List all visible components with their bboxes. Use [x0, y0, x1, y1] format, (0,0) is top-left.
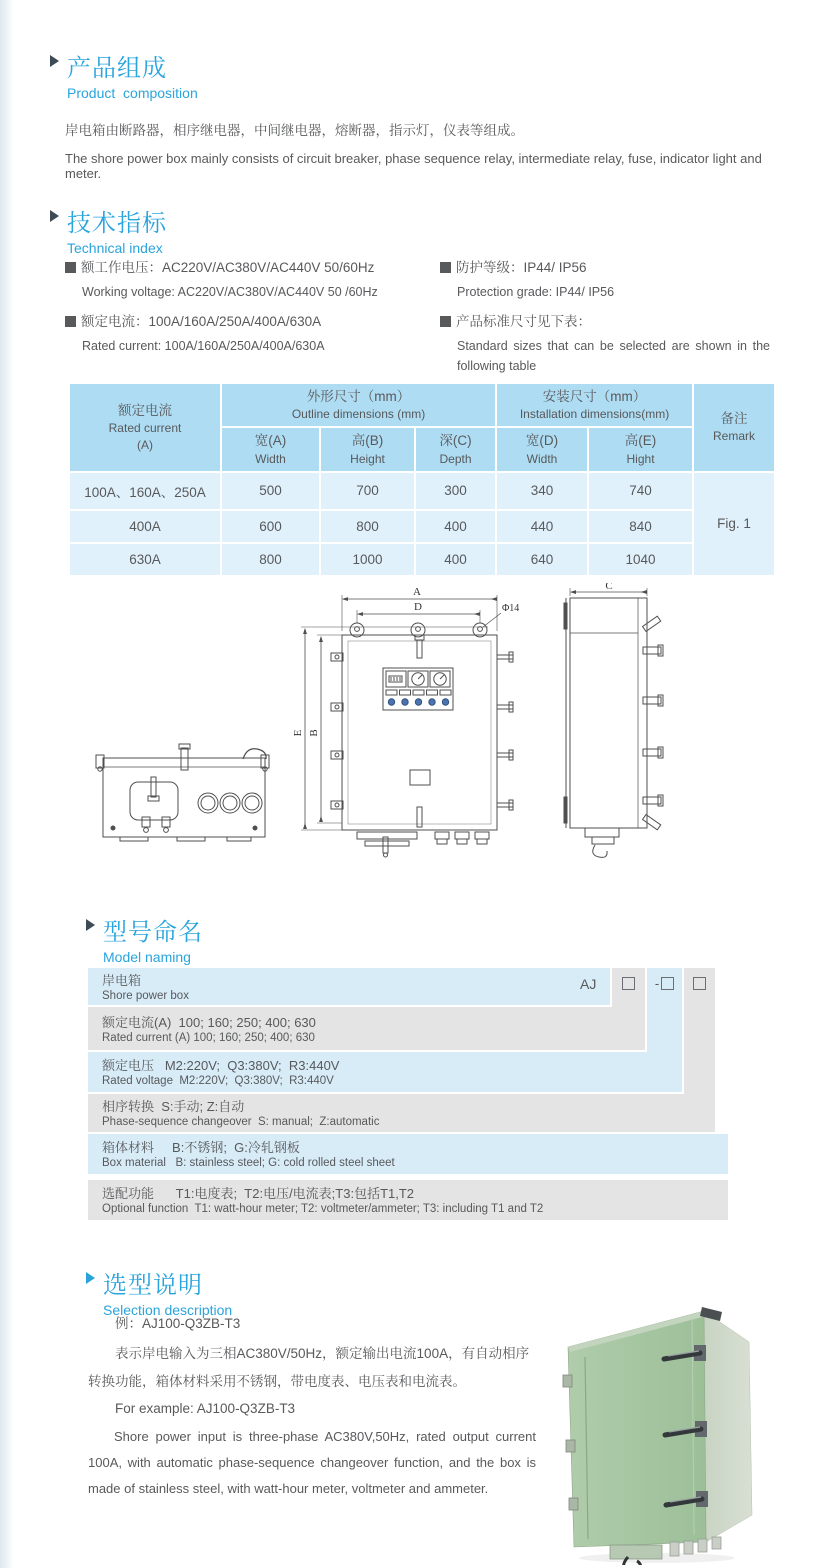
subheader-zh: 宽(A): [254, 433, 287, 449]
section-technical-index: [50, 203, 770, 256]
side-latch-icons: [643, 616, 663, 830]
subheader-zh: 高(E): [624, 433, 657, 449]
selection-example-zh: 例：AJ100-Q3ZB-T3: [115, 1316, 241, 1331]
model-code-box-icon: [622, 977, 635, 990]
meter-panel: [383, 668, 453, 710]
dim-label-hole: Φ14: [502, 603, 520, 614]
cell-inst-width: 640: [497, 544, 587, 575]
selection-example-en: For example: AJ100-Q3ZB-T3: [115, 1401, 296, 1417]
section-title-en: Selection description: [103, 1302, 233, 1318]
section-title-zh: 型号命名: [103, 919, 203, 946]
row-en: Rated voltage M2:220V; Q3:380V; R3:440V: [102, 1075, 334, 1087]
section-model-naming: [86, 912, 766, 965]
subheader-en: Width: [526, 451, 558, 466]
cell-inst-height: 1040: [589, 544, 692, 575]
col-outline-dimensions: [222, 384, 495, 426]
section-title-en: Technical index: [67, 240, 163, 256]
naming-row-shore-power-box: [88, 968, 610, 1005]
row-en: Shore power box: [102, 990, 189, 1002]
page-edge-gradient: [0, 0, 14, 1568]
section-selection-description: [86, 1265, 546, 1318]
spec-list: [65, 258, 770, 376]
subheader-en: Width: [255, 451, 286, 466]
subheader-zh: 宽(D): [525, 433, 559, 449]
col-installation-dimensions: [497, 384, 692, 426]
row-en: Optional function T1: watt-hour meter; T2: voltmeter/ammeter; T3: including T1 and T2: [102, 1203, 544, 1215]
cell-depth: 400: [416, 511, 495, 542]
section-arrow-icon: [86, 919, 95, 931]
spec-protection-grade: [440, 258, 770, 306]
section-heading: [50, 48, 770, 101]
box-side-face: [704, 1311, 752, 1542]
selection-text: [88, 1312, 536, 1502]
row-zh: 选配功能 T1:电度表; T2:电压/电流表;T3:包括T1,T2: [102, 1186, 415, 1201]
col-depth-c: [416, 428, 495, 470]
bullet-square-icon: [440, 316, 451, 327]
product-photo-svg: [552, 1295, 792, 1565]
selection-body-zh: 表示岸电输入为三相AC380V/50Hz，额定输出电流100A，有自动相序转换功能，箱体材料采用不锈钢，带电度表、电压表和电流表。: [88, 1346, 530, 1389]
cell-inst-width: 440: [497, 511, 587, 542]
spec-zh: 额定电流：100A/160A/250A/400A/630A: [81, 314, 322, 329]
bullet-square-icon: [440, 262, 451, 273]
spec-zh: 产品标准尺寸见下表：: [456, 314, 591, 329]
section-title-zh: 选型说明: [103, 1272, 203, 1299]
cell-current: 630A: [70, 544, 220, 575]
spec-en: Standard sizes that can be selected are shown in the following table: [457, 339, 770, 373]
table-row: [70, 473, 774, 509]
row-zh: 相序转换 S:手动; Z:自动: [102, 1099, 245, 1114]
product-photo: [552, 1295, 792, 1568]
col-width-a: [222, 428, 319, 470]
cell-inst-height: 740: [589, 473, 692, 509]
composition-body-en: The shore power box mainly consists of circuit breaker, phase sequence relay, intermediate relay, fuse, indicator light and meter.: [65, 151, 762, 181]
cell-width: 800: [222, 544, 319, 575]
row-zh: 箱体材料 B:不锈钢; G:冷轧钢板: [102, 1140, 300, 1155]
subheader-en: Hight: [626, 451, 655, 466]
col-width-d: [497, 428, 587, 470]
spec-rated-current: [65, 312, 430, 376]
naming-row-rated-current: [88, 1007, 645, 1050]
hinge-icons: [331, 653, 343, 809]
header-en: Outline dimensions (mm): [291, 407, 426, 422]
model-code-dash: -: [654, 976, 660, 991]
dim-label-a: A: [413, 586, 421, 598]
naming-row-phase-sequence: [88, 1094, 715, 1132]
composition-body-zh: 岸电箱由断路器，相序继电器，中间继电器，熔断器，指示灯，仪表等组成。: [65, 123, 524, 138]
cell-width: 600: [222, 511, 319, 542]
subheader-en: Depth: [439, 451, 472, 466]
subheader-en: Height: [350, 451, 385, 466]
model-code-box-icon: [693, 977, 706, 990]
row-en: Phase-sequence changeover S: manual; Z:automatic: [102, 1116, 380, 1128]
table-row: [70, 544, 774, 575]
bottom-view: [96, 744, 269, 841]
section-arrow-icon: [50, 55, 59, 67]
dim-label-e: E: [292, 729, 304, 737]
section-arrow-icon: [86, 1272, 95, 1284]
section-title-en: Product composition: [67, 85, 198, 101]
header-unit: (A): [137, 437, 153, 452]
naming-row-rated-voltage: [88, 1052, 682, 1092]
section-title-zh: 产品组成: [67, 55, 167, 82]
dim-label-c: C: [605, 583, 613, 592]
dim-label-d: D: [414, 601, 422, 613]
cell-current: 400A: [70, 511, 220, 542]
row-en: Rated current (A) 100; 160; 250; 400; 630: [102, 1032, 315, 1044]
cell-remark: Fig. 1: [694, 473, 774, 575]
col-height-e: [589, 428, 692, 470]
col-remark: [694, 384, 774, 471]
cell-height: 800: [321, 511, 414, 542]
side-view: [564, 588, 663, 857]
dim-label-b: B: [308, 729, 320, 737]
subheader-zh: 高(B): [351, 433, 384, 449]
header-en: Rated current: [108, 421, 182, 436]
cell-inst-height: 840: [589, 511, 692, 542]
selection-body-en: Shore power input is three-phase AC380V,50Hz, rated output current 100A, with automatic phase-sequence changeover function, and the box is made of stainless steel, with watt-hour meter, voltmeter and ammeter.: [88, 1429, 536, 1497]
header-zh: 备注: [720, 411, 748, 427]
cell-depth: 400: [416, 544, 495, 575]
row-en: Box material B: stainless steel; G: cold rolled steel sheet: [102, 1157, 395, 1169]
section-arrow-icon: [50, 210, 59, 222]
cell-inst-width: 340: [497, 473, 587, 509]
latch-icons: [497, 652, 513, 810]
cell-depth: 300: [416, 473, 495, 509]
spec-en: Protection grade: IP44/ IP56: [457, 285, 615, 300]
bullet-square-icon: [65, 262, 76, 273]
dimensions-table: [68, 382, 776, 577]
spec-zh: 防护等级：IP44/ IP56: [456, 260, 587, 275]
section-heading: [86, 912, 766, 965]
cell-height: 1000: [321, 544, 414, 575]
naming-row-optional-function: [88, 1180, 728, 1220]
technical-drawing: [65, 583, 765, 888]
front-view: [301, 595, 513, 857]
spec-standard-sizes: [440, 312, 770, 376]
outline-drawing-svg: [65, 583, 765, 883]
header-zh: 外形尺寸（mm）: [306, 389, 411, 404]
spec-working-voltage: [65, 258, 430, 306]
header-zh: 额定电流: [118, 403, 172, 419]
section-heading: [86, 1265, 546, 1318]
section-heading: [50, 203, 770, 256]
row-zh: 额定电压 M2:220V; Q3:380V; R3:440V: [102, 1058, 340, 1073]
naming-row-box-material: [88, 1134, 728, 1174]
spec-en: Rated current: 100A/160A/250A/400A/630A: [82, 339, 325, 354]
indicator-lights: [388, 699, 448, 705]
header-en: Installation dimensions(mm): [519, 407, 670, 422]
model-code-box-icon: [661, 977, 674, 990]
section-title-zh: 技术指标: [67, 210, 167, 237]
subheader-zh: 深(C): [439, 433, 472, 449]
header-zh: 安装尺寸（mm）: [542, 389, 647, 404]
cell-current: 100A、160A、250A: [70, 473, 220, 509]
col-rated-current: [70, 384, 220, 471]
model-prefix: AJ: [580, 976, 597, 992]
col-height-b: [321, 428, 414, 470]
section-product-composition: [50, 48, 770, 181]
spec-en: Working voltage: AC220V/AC380V/AC440V 50 /60Hz: [82, 285, 378, 300]
spec-zh: 额工作电压：AC220V/AC380V/AC440V 50/60Hz: [81, 260, 375, 275]
section-title-en: Model naming: [103, 949, 191, 965]
cell-height: 700: [321, 473, 414, 509]
bullet-square-icon: [65, 316, 76, 327]
row-zh: 岸电箱: [102, 973, 142, 988]
table-row: [70, 511, 774, 542]
model-naming-table: [88, 968, 768, 1220]
cell-width: 500: [222, 473, 319, 509]
header-en: Remark: [713, 429, 756, 444]
row-zh: 额定电流(A) 100; 160; 250; 400; 630: [102, 1015, 316, 1030]
